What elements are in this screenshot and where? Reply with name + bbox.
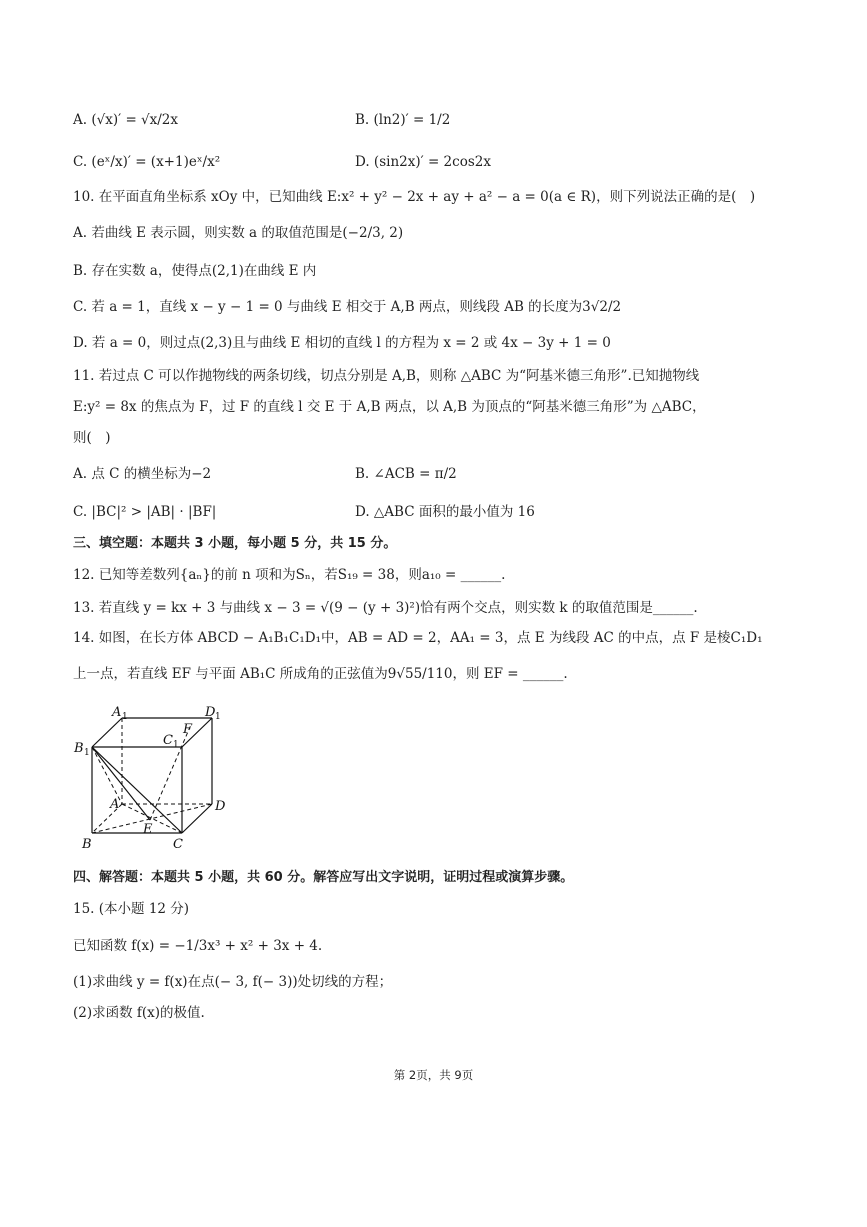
q11-line-1: 11. 若过点 C 可以作抛物线的两条切线，切点分别是 A,B，则称 △ABC 为“阿基米德三角形”.已知抛物线 bbox=[73, 368, 700, 384]
label-c1-sub: 1 bbox=[173, 740, 179, 750]
q15-part-1: (1)求曲线 y = f(x)在点(− 3, f(− 3))处切线的方程； bbox=[73, 974, 393, 990]
label-d1: D bbox=[205, 705, 216, 720]
q9-option-c: C. (eˣ/x)′ = (x+1)eˣ/x² bbox=[73, 154, 221, 170]
section-3-heading: 三、填空题：本题共 3 小题，每小题 5 分，共 15 分。 bbox=[73, 536, 397, 551]
q10-option-a: A. 若曲线 E 表示圆，则实数 a 的取值范围是(−2/3, 2) bbox=[73, 225, 404, 241]
q15-title: 15. (本小题 12 分) bbox=[73, 901, 190, 917]
label-b1-sub: 1 bbox=[84, 748, 90, 758]
label-a1: A bbox=[112, 705, 122, 720]
label-f: F bbox=[183, 722, 193, 737]
q9-option-b: B. (ln2)′ = 1/2 bbox=[355, 112, 451, 128]
label-d1-sub: 1 bbox=[215, 712, 221, 722]
q10-stem: 10. 在平面直角坐标系 xOy 中，已知曲线 E:x² + y² − 2x + ay + a² − a = 0(a ∈ R)，则下列说法正确的是( ) bbox=[73, 189, 756, 205]
label-a: A bbox=[110, 797, 120, 812]
q9-option-a: A. (√x)′ = √x/2x bbox=[73, 112, 179, 128]
q11-option-c: C. |BC|² > |AB| · |BF| bbox=[73, 504, 217, 520]
q11-option-a: A. 点 C 的横坐标为−2 bbox=[73, 466, 212, 482]
q9-option-d: D. (sin2x)′ = 2cos2x bbox=[355, 154, 491, 170]
q10-option-b: B. 存在实数 a，使得点(2,1)在曲线 E 内 bbox=[73, 263, 317, 279]
q10-option-c: C. 若 a = 1，直线 x − y − 1 = 0 与曲线 E 相交于 A,B 两点，则线段 AB 的长度为3√2/2 bbox=[73, 299, 622, 315]
section-4-heading: 四、解答题：本题共 5 小题，共 60 分。解答应写出文字说明，证明过程或演算步骤。 bbox=[73, 870, 574, 885]
label-a1-sub: 1 bbox=[122, 712, 128, 722]
q10-option-d: D. 若 a = 0，则过点(2,3)且与曲线 E 相切的直线 l 的方程为 x = 2 或 4x − 3y + 1 = 0 bbox=[73, 335, 611, 351]
q15-part-2: (2)求函数 f(x)的极值. bbox=[73, 1005, 205, 1021]
label-e: E bbox=[143, 822, 153, 837]
q11-option-d: D. △ABC 面积的最小值为 16 bbox=[355, 504, 535, 520]
label-b: B bbox=[82, 837, 92, 852]
label-c: C bbox=[173, 837, 183, 852]
label-c1: C bbox=[163, 733, 173, 748]
label-b1: B bbox=[74, 741, 84, 756]
q13: 13. 若直线 y = kx + 3 与曲线 x − 3 = √(9 − (y + 3)²)恰有两个交点，则实数 k 的取值范围是______. bbox=[73, 600, 698, 616]
cuboid-figure bbox=[72, 700, 242, 860]
q14-line-2: 上一点，若直线 EF 与平面 AB₁C 所成角的正弦值为9√55/110，则 EF = ______. bbox=[73, 666, 568, 682]
q11-line-3: 则( ) bbox=[73, 430, 111, 446]
q15-stem: 已知函数 f(x) = −1/3x³ + x² + 3x + 4. bbox=[73, 938, 323, 954]
q11-line-2: E:y² = 8x 的焦点为 F，过 F 的直线 l 交 E 于 A,B 两点，以 A,B 为顶点的“阿基米德三角形”为 △ABC， bbox=[73, 399, 706, 415]
q14-line-1: 14. 如图，在长方体 ABCD − A₁B₁C₁D₁中，AB = AD = 2，AA₁ = 3，点 E 为线段 AC 的中点，点 F 是棱C₁D₁ bbox=[73, 630, 763, 646]
q11-option-b: B. ∠ACB = π/2 bbox=[355, 466, 457, 482]
q12: 12. 已知等差数列{aₙ}的前 n 项和为Sₙ，若S₁₉ = 38，则a₁₀ = ______. bbox=[73, 567, 506, 583]
label-d: D bbox=[215, 799, 226, 814]
page-footer: 第 2页，共 9页 bbox=[393, 1068, 474, 1082]
